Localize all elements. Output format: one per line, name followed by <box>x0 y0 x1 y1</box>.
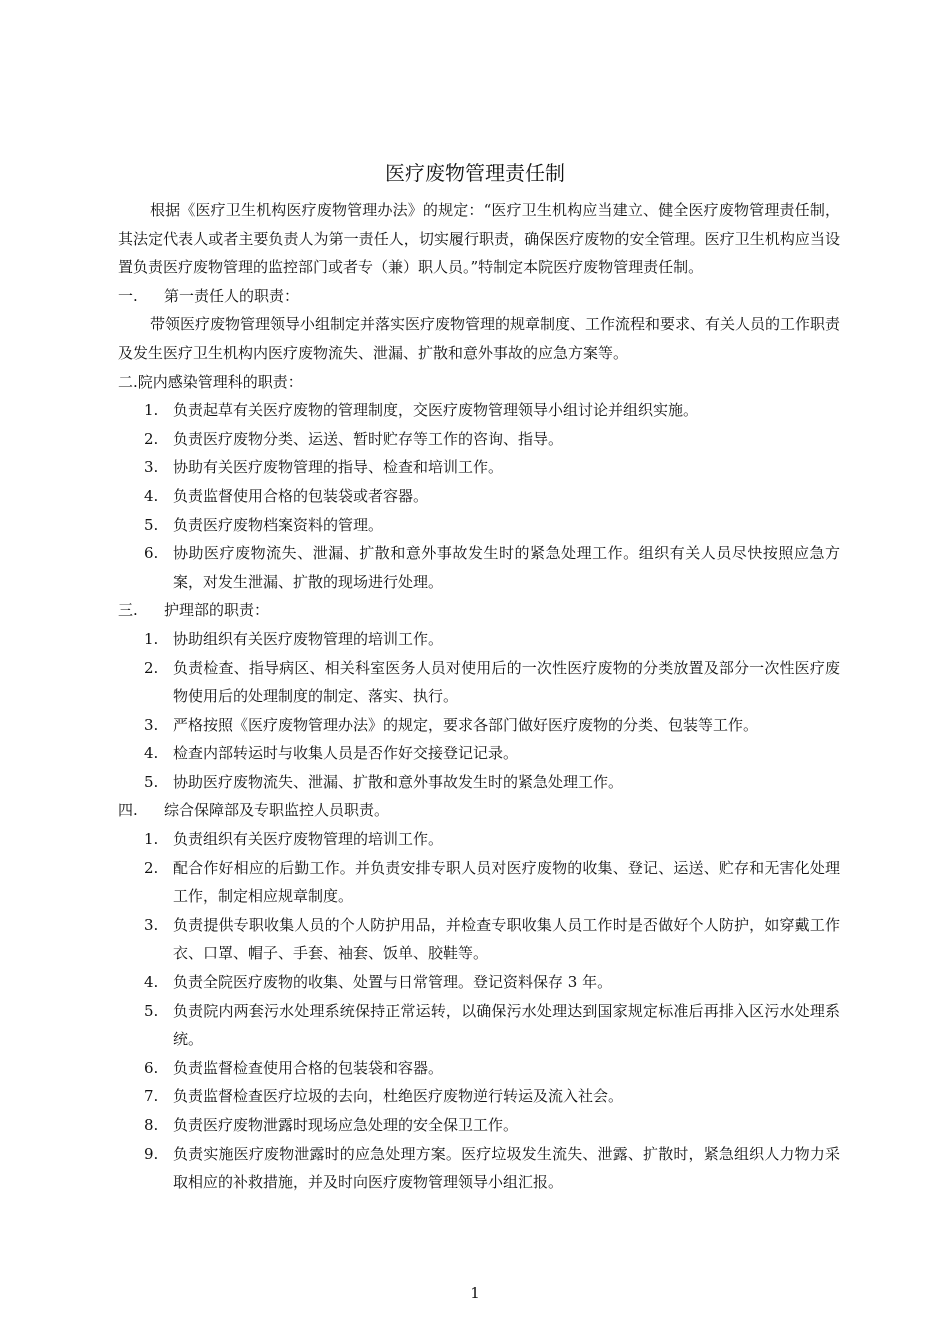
section-heading <box>118 282 840 311</box>
document-title: 医疗废物管理责任制 <box>385 161 565 185</box>
page-number: 1 <box>470 1284 480 1302</box>
item-text: 负责全院医疗废物的收集、处置与日常管理。登记资料保存 3 年。 <box>173 973 613 992</box>
list-item <box>118 825 840 854</box>
section-heading-text: 护理部的职责： <box>164 601 270 620</box>
item-number: 4. <box>144 744 159 763</box>
item-number: 6. <box>144 544 159 563</box>
list-item <box>118 711 840 740</box>
item-text: 配合作好相应的后勤工作。并负责安排专职人员对医疗废物的收集、登记、运送、贮存和无害化处理工作，制定相应规章制度。 <box>173 858 840 906</box>
item-text: 协助医疗废物流失、泄漏、扩散和意外事故发生时的紧急处理工作。组织有关人员尽快按照应急方案，对发生泄漏、扩散的现场进行处理。 <box>173 544 840 591</box>
item-text: 负责起草有关医疗废物的管理制度，交医疗废物管理领导小组讨论并组织实施。 <box>173 401 699 420</box>
section-heading-text: 院内感染管理科的职责： <box>137 372 303 391</box>
item-number: 5. <box>144 1001 159 1020</box>
item-number: 5. <box>144 515 159 534</box>
list-item <box>118 1140 840 1197</box>
section-number: 三. <box>118 601 138 620</box>
list-item <box>118 425 840 454</box>
section-number: 二. <box>118 372 138 391</box>
section-paragraph: 带领医疗废物管理领导小组制定并落实医疗废物管理的规章制度、工作流程和要求、有关人员的工作职责及发生医疗卫生机构内医疗废物流失、泄漏、扩散和意外事故的应急方案等。 <box>118 315 841 362</box>
list-item <box>118 1054 840 1083</box>
section-number: 一. <box>118 286 138 305</box>
section-heading <box>118 796 840 825</box>
item-number: 3. <box>144 458 159 477</box>
item-number: 2. <box>144 658 159 677</box>
item-number: 9. <box>144 1144 159 1163</box>
item-text: 负责实施医疗废物泄露时的应急处理方案。医疗垃圾发生流失、泄露、扩散时，紧急组织人力物力采取相应的补救措施，并及时向医疗废物管理领导小组汇报。 <box>173 1144 840 1192</box>
list-item <box>118 511 840 540</box>
section-heading-text: 第一责任人的职责： <box>164 286 300 305</box>
item-text: 协助组织有关医疗废物管理的培训工作。 <box>173 629 444 648</box>
item-number: 4. <box>144 486 159 505</box>
item-text: 协助有关医疗废物管理的指导、检查和培训工作。 <box>173 458 504 477</box>
item-number: 4. <box>144 973 159 992</box>
intro-paragraph: 根据《医疗卫生机构医疗废物管理办法》的规定：“医疗卫生机构应当建立、健全医疗废物管理责任制，其法定代表人或者主要负责人为第一责任人，切实履行职责，确保医疗废物的安全管理。医疗卫生机构应当设置负责医疗废物管理的监控部门或者专（兼）职人员。”特制定本院医疗废物管理责任制。 <box>118 201 840 277</box>
item-text: 负责监督使用合格的包装袋或者容器。 <box>173 486 429 505</box>
item-text: 负责提供专职收集人员的个人防护用品，并检查专职收集人员工作时是否做好个人防护，如穿戴工作衣、口罩、帽子、手套、袖套、饭单、胶鞋等。 <box>173 915 840 963</box>
item-number: 1. <box>144 629 159 648</box>
item-number: 1. <box>144 830 159 849</box>
section-heading <box>118 368 840 397</box>
list-item <box>118 625 840 654</box>
list-item <box>118 453 840 482</box>
item-number: 3. <box>144 915 159 934</box>
section-heading-text: 综合保障部及专职监控人员职责。 <box>164 801 390 820</box>
list-item <box>118 911 840 968</box>
item-text: 检查内部转运时与收集人员是否作好交接登记记录。 <box>173 744 519 763</box>
item-text: 负责医疗废物分类、运送、暂时贮存等工作的咨询、指导。 <box>173 429 564 448</box>
item-text: 负责组织有关医疗废物管理的培训工作。 <box>173 830 444 849</box>
item-number: 5. <box>144 772 159 791</box>
item-number: 6. <box>144 1058 159 1077</box>
item-text: 负责监督检查医疗垃圾的去向，杜绝医疗废物逆行转运及流入社会。 <box>173 1087 624 1106</box>
list-item <box>118 997 840 1054</box>
item-text: 负责医疗废物泄露时现场应急处理的安全保卫工作。 <box>173 1116 519 1134</box>
item-text: 负责监督检查使用合格的包装袋和容器。 <box>173 1058 444 1077</box>
list-item <box>118 854 840 911</box>
item-number: 1. <box>144 401 159 420</box>
list-item <box>118 968 840 997</box>
item-number: 3. <box>144 715 159 734</box>
section-number: 四. <box>118 801 138 820</box>
document-body <box>118 196 840 1197</box>
item-text: 负责医疗废物档案资料的管理。 <box>173 515 384 534</box>
item-text: 负责检查、指导病区、相关科室医务人员对使用后的一次性医疗废物的分类放置及部分一次性医疗废物使用后的处理制度的制定、落实、执行。 <box>173 658 840 706</box>
list-item <box>118 768 840 797</box>
list-item <box>118 539 840 596</box>
item-number: 7. <box>144 1087 159 1106</box>
list-item <box>118 739 840 768</box>
item-number: 8. <box>144 1116 159 1134</box>
section-heading <box>118 596 840 625</box>
item-text: 负责院内两套污水处理系统保持正常运转，以确保污水处理达到国家规定标准后再排入区污水处理系统。 <box>173 1001 840 1049</box>
item-number: 2. <box>144 429 159 448</box>
list-item <box>118 1082 840 1111</box>
list-item <box>118 654 840 711</box>
list-item <box>118 1111 840 1140</box>
item-text: 严格按照《医疗废物管理办法》的规定，要求各部门做好医疗废物的分类、包装等工作。 <box>173 715 759 734</box>
list-item <box>118 396 840 425</box>
item-text: 协助医疗废物流失、泄漏、扩散和意外事故发生时的紧急处理工作。 <box>173 772 624 791</box>
list-item <box>118 482 840 511</box>
item-number: 2. <box>144 858 159 877</box>
